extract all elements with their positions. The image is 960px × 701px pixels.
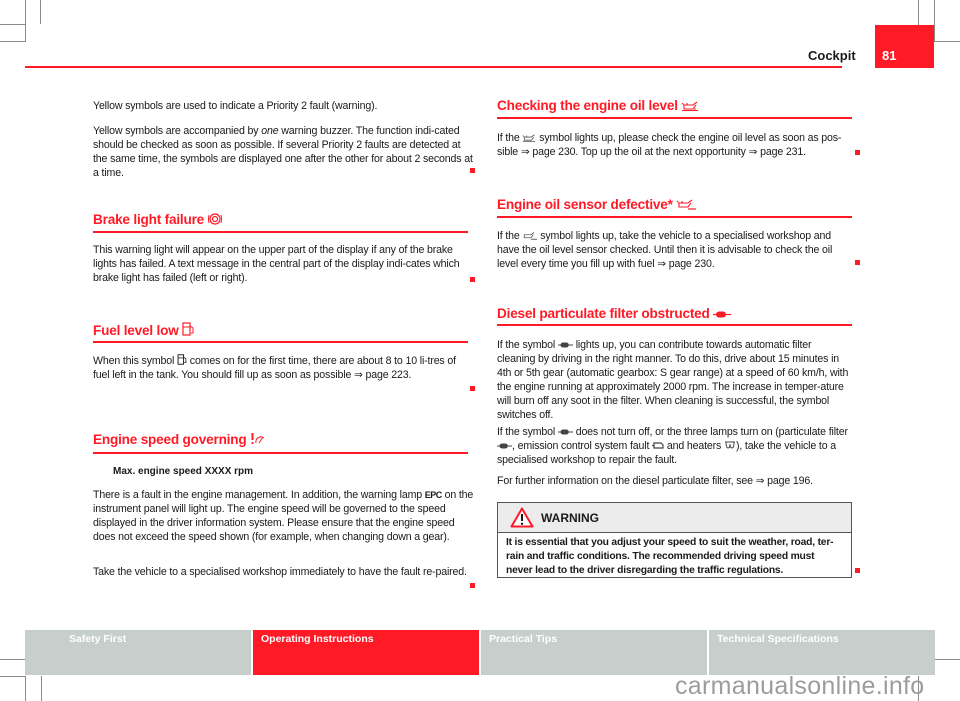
section-title-engine-speed bbox=[93, 432, 266, 447]
brake-light-icon bbox=[208, 213, 222, 225]
chapter-title: Cockpit bbox=[808, 48, 856, 63]
oil-level-text bbox=[497, 131, 852, 159]
crop-mark bbox=[0, 676, 25, 677]
text: , emission control system fault bbox=[512, 440, 653, 453]
fuel-level-text bbox=[93, 354, 475, 382]
fuel-pump-icon bbox=[177, 354, 187, 365]
particulate-filter-icon bbox=[497, 442, 512, 450]
oil-sensor-text bbox=[497, 229, 852, 271]
dpf-text-1 bbox=[497, 338, 852, 423]
text: symbol lights up, take the vehicle to a specialised workshop and have the oil level sensor checked. Until then it is advisable to check the oil level every time you fill up with fuel ⇒ page 230. bbox=[497, 230, 833, 271]
tab-operating-instructions[interactable] bbox=[253, 630, 479, 675]
section-end-marker bbox=[855, 568, 860, 573]
text: lights up, you can contribute towards automatic filter cleaning by driving in the right manner. To do this, drive about 15 minutes in 4th or 5th gear (automatic gearbox: S gear range) at a speed of 60 km/h, with the engine running at approximately 2000 rpm. The increase in temper-ature will burn off any soot in the filter. When cleaning is successful, the symbol switches off. bbox=[497, 339, 849, 422]
crop-mark bbox=[25, 0, 26, 42]
crop-mark bbox=[934, 41, 960, 42]
crop-mark bbox=[41, 676, 42, 701]
section-end-marker bbox=[470, 277, 475, 282]
footer-navigation bbox=[25, 630, 935, 675]
crop-mark bbox=[0, 41, 25, 42]
crop-mark bbox=[934, 0, 935, 42]
crop-mark bbox=[918, 0, 919, 25]
text: When this symbol bbox=[93, 355, 177, 367]
emission-control-icon bbox=[652, 441, 664, 450]
oil-can-icon bbox=[522, 133, 536, 142]
epc-lamp-icon: EPC bbox=[424, 490, 442, 500]
warning-header bbox=[498, 503, 851, 533]
text: Yellow symbols are accompanied by bbox=[93, 125, 262, 137]
section-title-oil-level bbox=[497, 98, 699, 113]
section-rule bbox=[497, 117, 852, 119]
emphasis: one bbox=[261, 125, 279, 137]
text: comes on for the first time, there are about 8 to 10 li-tres of fuel left in the tank. You should fill up as soon as possible ⇒ page 223. bbox=[93, 355, 456, 382]
glow-plug-heater-icon bbox=[724, 441, 736, 450]
text: symbol lights up, please check the engine oil level as soon as pos-sible ⇒ page 230. Top up the oil at the next opportunity ⇒ page 231. bbox=[497, 132, 842, 159]
page-number: 81 bbox=[882, 48, 897, 63]
crop-mark bbox=[0, 659, 25, 660]
section-end-marker bbox=[855, 260, 860, 265]
section-rule bbox=[497, 216, 852, 218]
particulate-filter-icon bbox=[558, 428, 573, 436]
display-message: Max. engine speed XXXX rpm bbox=[113, 466, 254, 477]
engine-speed-text-2: Take the vehicle to a specialised workshop immediately to have the fault re-paired. bbox=[93, 566, 467, 578]
text: warning buzzer. The function indi-cated should be checked as soon as possible. If several Priority 2 faults are detected at the same time, the symbols are displayed one after the other for about 2 seconds at a time. bbox=[93, 125, 473, 180]
text: If the bbox=[497, 230, 523, 242]
warning-box bbox=[497, 502, 852, 578]
text: does not turn off, or the three lamps turn on (particulate filter bbox=[572, 426, 848, 438]
section-title-fuel-level bbox=[93, 322, 194, 338]
text: If the symbol bbox=[497, 339, 558, 351]
oil-sensor-icon bbox=[676, 198, 696, 210]
warning-triangle-icon bbox=[510, 507, 534, 532]
section-title-brake-light bbox=[93, 212, 222, 227]
tab-label: Practical Tips bbox=[489, 633, 558, 645]
fuel-pump-icon bbox=[182, 322, 194, 336]
engine-speed-text-1 bbox=[93, 488, 475, 544]
warning-title: WARNING bbox=[541, 511, 599, 525]
section-title-oil-sensor bbox=[497, 197, 696, 212]
crop-mark bbox=[935, 659, 960, 660]
section-end-marker bbox=[470, 168, 475, 173]
section-title-dpf bbox=[497, 306, 731, 321]
title-text: Engine oil sensor defective* bbox=[497, 197, 673, 212]
title-text: Checking the engine oil level bbox=[497, 98, 678, 113]
tab-practical-tips[interactable] bbox=[481, 630, 707, 675]
particulate-filter-icon bbox=[713, 310, 731, 319]
text: on the instrument panel will light up. The engine speed will be governed to the speed displayed in the driver information system. Please ensure that the engine speed does not exceed the speed shown (for example, when changing down a gear). bbox=[93, 489, 474, 544]
engine-speed-warning-icon bbox=[250, 432, 266, 445]
text: and heaters bbox=[664, 440, 724, 453]
section-rule bbox=[93, 452, 468, 454]
watermark: carmanualsonline.info bbox=[675, 672, 925, 700]
intro-paragraph-1: Yellow symbols are used to indicate a Priority 2 fault (warning). bbox=[93, 100, 378, 112]
title-text: Diesel particulate filter obstructed bbox=[497, 306, 710, 321]
text: If the bbox=[497, 132, 523, 144]
dpf-text-2 bbox=[497, 425, 852, 467]
tab-safety-first[interactable] bbox=[25, 630, 251, 675]
oil-can-icon bbox=[681, 100, 699, 111]
text: There is a fault in the engine management. In addition, the warning lamp bbox=[93, 489, 425, 501]
crop-mark bbox=[25, 676, 26, 701]
title-text: Fuel level low bbox=[93, 323, 179, 338]
section-rule bbox=[93, 341, 468, 343]
title-text: Engine speed governing bbox=[93, 432, 247, 447]
header-rule bbox=[25, 66, 842, 68]
tab-label: Safety First bbox=[69, 633, 127, 645]
particulate-filter-icon bbox=[558, 341, 573, 349]
dpf-text-3: For further information on the diesel particulate filter, see ⇒ page 196. bbox=[497, 475, 813, 487]
oil-sensor-icon bbox=[522, 231, 537, 240]
section-rule bbox=[93, 231, 468, 233]
tab-technical-specifications[interactable] bbox=[709, 630, 935, 675]
text: If the symbol bbox=[497, 426, 558, 438]
section-end-marker bbox=[470, 583, 475, 588]
text: ), take the vehicle to a specialised workshop to repair the fault. bbox=[497, 440, 836, 467]
intro-paragraph-2 bbox=[93, 124, 475, 180]
brake-light-text: This warning light will appear on the upper part of the display if any of the brake lights has failed. A text message in the central part of the display indi-cates which brake light has failed (left or right). bbox=[93, 244, 460, 285]
crop-mark bbox=[25, 0, 41, 24]
crop-mark bbox=[0, 24, 25, 25]
section-rule bbox=[497, 324, 852, 326]
section-end-marker bbox=[855, 150, 860, 155]
title-text: Brake light failure bbox=[93, 212, 205, 227]
tab-label: Operating Instructions bbox=[261, 633, 374, 645]
section-end-marker bbox=[470, 386, 475, 391]
warning-text: It is essential that you adjust your speed to suit the weather, road, ter-rain and traffic conditions. The recommended driving speed must never lead to the driver disregarding the traffic regulations. bbox=[506, 537, 834, 576]
tab-label: Technical Specifications bbox=[717, 633, 839, 645]
